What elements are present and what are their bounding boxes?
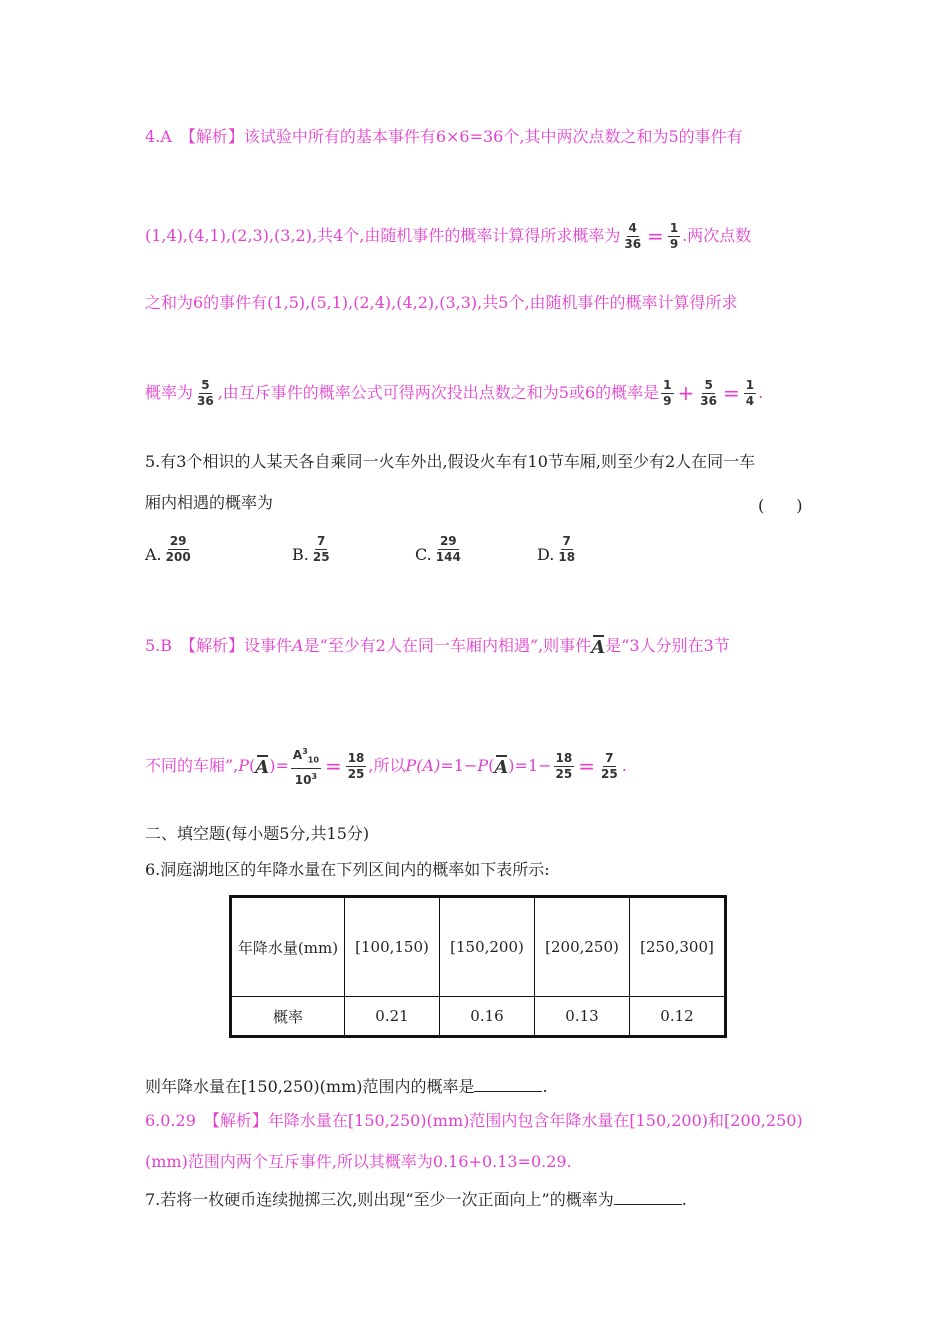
rainfall-table: [229, 895, 727, 1038]
q5-answer-line1: 5.B 【解析】设事件 A 是“至少有2人在同一车厢内相遇”,则事件 A 是“3人分别在3节: [145, 636, 730, 658]
a-complement: A: [591, 634, 605, 658]
q4-answer-line2: [145, 218, 751, 254]
q4-answer-line3: 之和为6的事件有(1,5),(5,1),(2,4),(4,2),(3,3),共5个,由随机事件的概率计算得所求: [145, 293, 738, 312]
permutation-fraction: $\frac{A^3_{10}}{10^3}$: [292, 747, 319, 787]
q7-question: 7.若将一枚硬币连续抛掷三次,则出现“至少一次正面向上”的概率为 .: [145, 1190, 687, 1209]
fraction-18-25: $\frac{18}{25}$: [555, 750, 573, 781]
table-cell: 0.21: [345, 997, 440, 1037]
table-cell: 0.16: [440, 997, 535, 1037]
table-cell: 0.12: [630, 997, 726, 1037]
equals-sign: =: [723, 381, 740, 405]
equals-sign: =: [578, 754, 595, 778]
answer-bracket: ( ): [758, 496, 803, 515]
table-cell: 0.13: [535, 997, 630, 1037]
fraction-1-9: $\frac{1}{9}$: [663, 377, 672, 408]
table-row: [231, 897, 726, 997]
q4-line2-tail: .两次点数: [682, 226, 752, 245]
answer-blank: [614, 1188, 682, 1205]
q5-question-line2: 厢内相遇的概率为: [145, 493, 274, 512]
fraction-7-25: $\frac{7}{25}$: [601, 750, 618, 781]
fraction-1-9: $\frac{1}{9}$: [669, 220, 679, 251]
option-b: B. $\frac{7}{25}$: [292, 534, 330, 564]
q4-line2-text: (1,4),(4,1),(2,3),(3,2),共4个,由随机事件的概率计算得所求概率为: [145, 226, 621, 245]
q5-question-line1: 5.有3个相识的人某天各自乘同一火车外出,假设火车有10节车厢,则至少有2人在同一车: [145, 452, 756, 471]
fraction-5-36: $\frac{5}{36}$: [197, 377, 214, 408]
equals-sign: =: [647, 224, 664, 248]
q4-line4-end: .: [758, 383, 764, 402]
table-cell: [200,250): [535, 897, 630, 997]
q4-answer-line4: [145, 373, 763, 413]
option-d: D. $\frac{7}{18}$: [537, 534, 576, 564]
table-cell: 概率: [231, 997, 345, 1037]
answer-blank: [474, 1075, 542, 1092]
fraction-5-36: $\frac{5}{36}$: [700, 377, 717, 408]
a-complement: A: [494, 754, 508, 778]
q4-line4-head: 概率为: [145, 383, 194, 402]
table-cell: [100,150): [345, 897, 440, 997]
option-c: C. $\frac{29}{144}$: [415, 534, 461, 564]
a-complement: A: [255, 754, 269, 778]
fraction-1-4: $\frac{1}{4}$: [745, 377, 755, 408]
option-a: A. $\frac{29}{200}$: [145, 534, 191, 564]
table-cell: [150,200): [440, 897, 535, 997]
section-heading: 二、填空题(每小题5分,共15分): [145, 824, 370, 843]
table-cell: [250,300]: [630, 897, 726, 997]
q5-answer-line2: 不同的车厢”, P ( A )= $\frac{A^3_{10}}{10^3}$ = $\frac{18}{25}$ ,所以 P(A) =1− P ( A )=1− $\frac{18}{25}$ = $\frac{7}{25}$ .: [145, 747, 627, 787]
q6-fill-question: 则年降水量在[150,250)(mm)范围内的概率是 .: [145, 1077, 548, 1096]
q6-question: 6.洞庭湖地区的年降水量在下列区间内的概率如下表所示:: [145, 860, 550, 879]
q4-answer-line1: 4.A 【解析】该试验中所有的基本事件有6×6=36个,其中两次点数之和为5的事件有: [145, 127, 743, 146]
q6-answer-line1: 6.0.29 【解析】年降水量在[150,250)(mm)范围内包含年降水量在[150,200)和[200,250): [145, 1111, 803, 1130]
equals-sign: =: [324, 754, 342, 778]
table-row: [231, 997, 726, 1037]
table-cell: 年降水量(mm): [231, 897, 345, 997]
plus-sign: +: [677, 381, 695, 405]
fraction-4-36: $\frac{4}{36}$: [624, 220, 642, 251]
q4-line4-mid: ,由互斥事件的概率公式可得两次投出点数之和为5或6的概率是: [217, 383, 660, 402]
q6-answer-line2: (mm)范围内两个互斥事件,所以其概率为0.16+0.13=0.29.: [145, 1152, 572, 1171]
fraction-18-25: $\frac{18}{25}$: [347, 750, 365, 781]
